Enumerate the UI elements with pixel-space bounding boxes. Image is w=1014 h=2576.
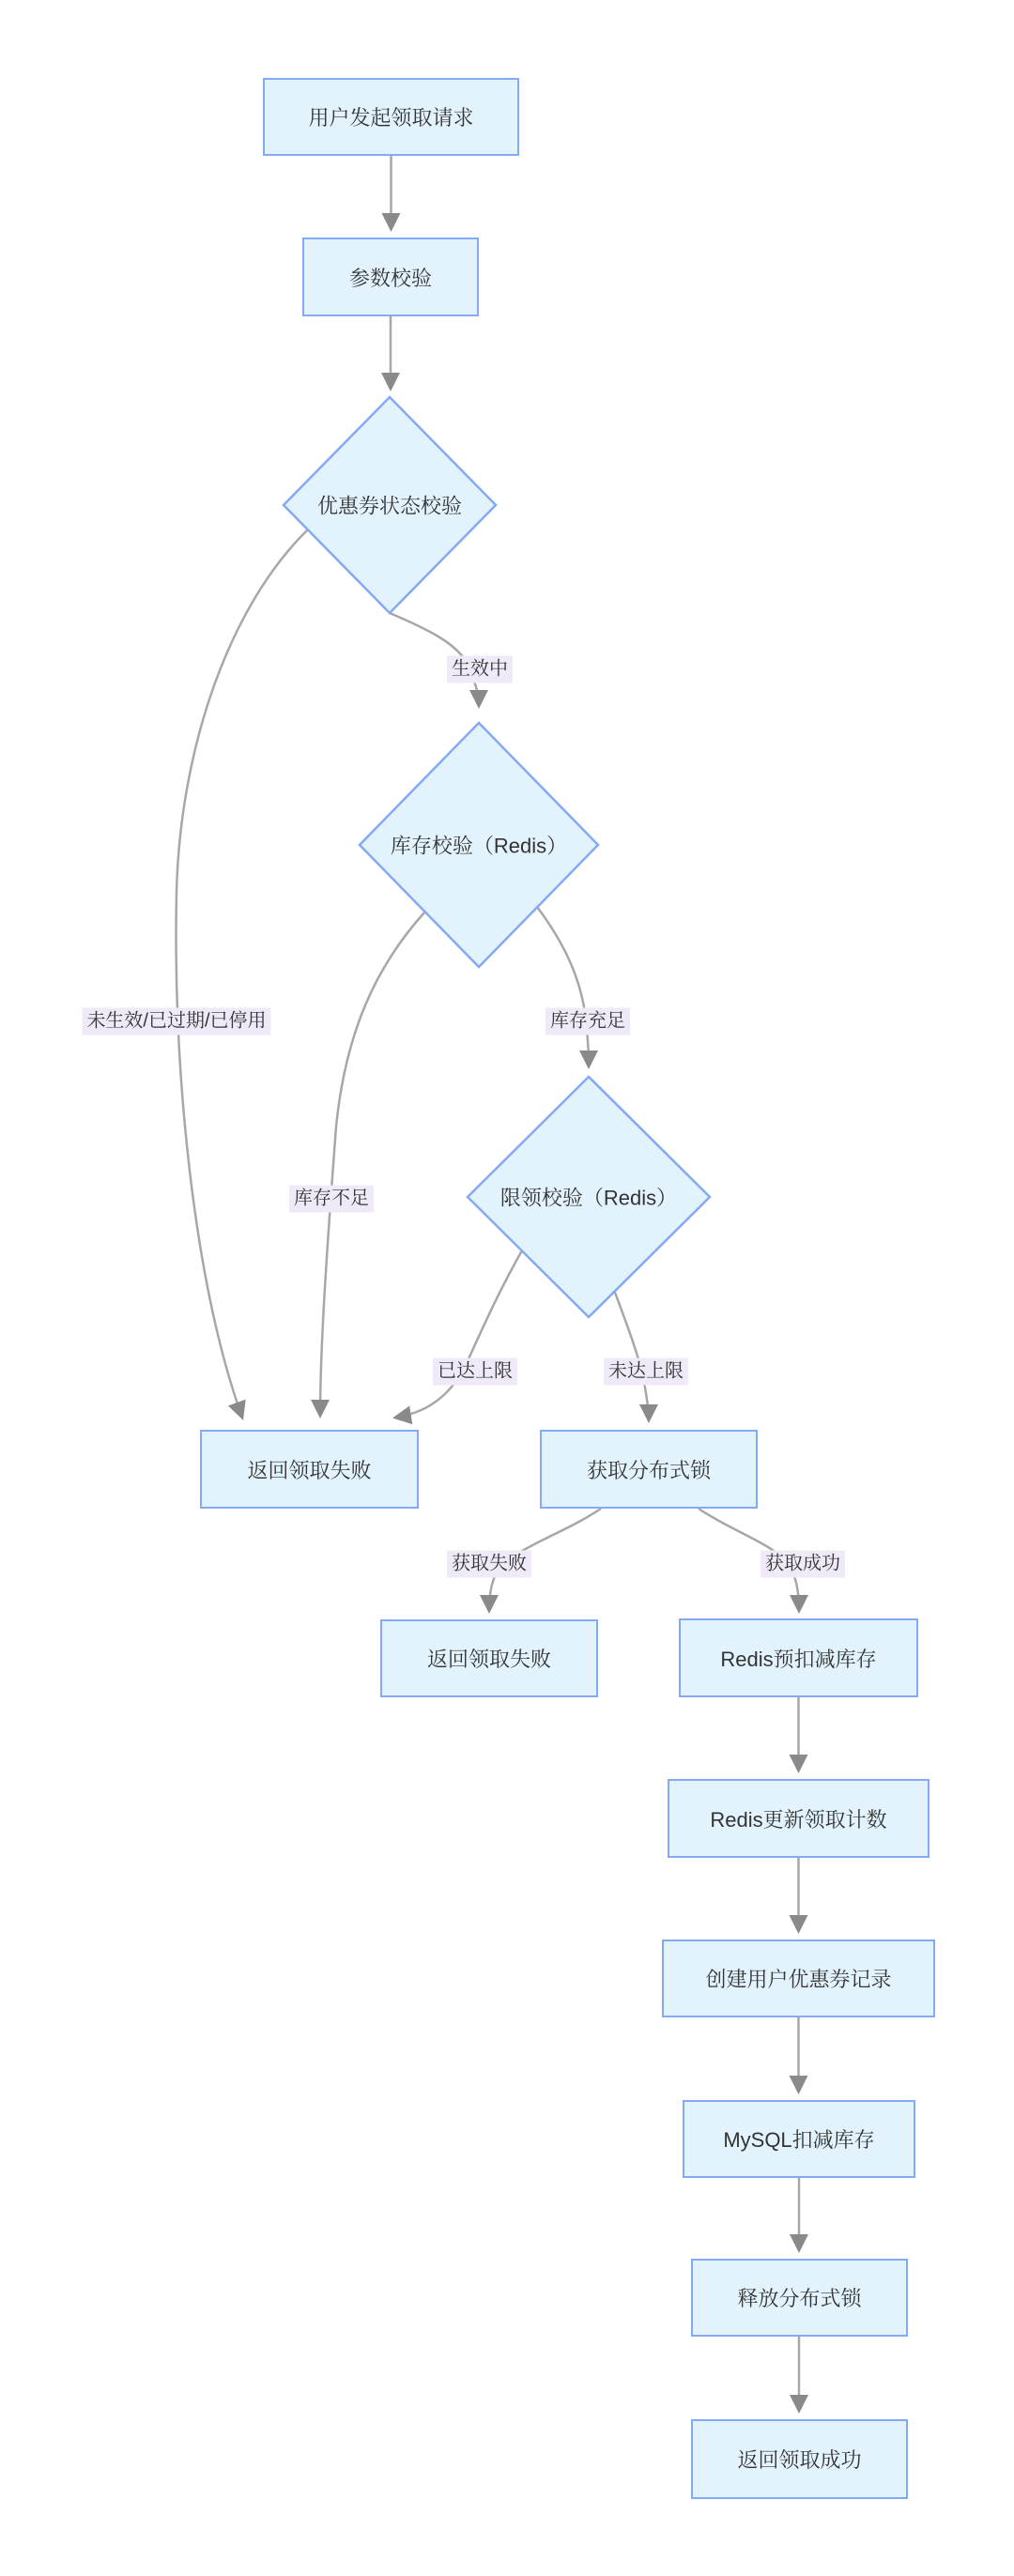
edge-label-lock-fail: 获取失败 (447, 1551, 531, 1578)
edge-label-active: 生效中 (447, 656, 513, 683)
edge-stock-to-fail1 (320, 912, 424, 1416)
edge-label-invalid: 未生效/已过期/已停用 (82, 1008, 270, 1035)
node-redis-count: Redis更新领取计数 (668, 1779, 930, 1858)
node-fail-2: 返回领取失败 (380, 1619, 598, 1697)
node-create-record: 创建用户优惠券记录 (662, 1940, 935, 2017)
edge-label-stock-insufficient: 库存不足 (289, 1186, 374, 1213)
node-mysql-deduct: MySQL扣减库存 (683, 2100, 915, 2178)
node-limit-check-label: 限领校验（Redis） (499, 1186, 678, 1210)
edge-label-limit-not-reached: 未达上限 (604, 1358, 688, 1386)
node-start: 用户发起领取请求 (263, 78, 519, 156)
edge-status-to-fail1 (177, 529, 308, 1418)
node-redis-deduct: Redis预扣减库存 (679, 1618, 918, 1697)
node-release-lock: 释放分布式锁 (691, 2259, 908, 2337)
edge-label-lock-success: 获取成功 (760, 1551, 845, 1578)
edge-label-stock-enough: 库存充足 (545, 1008, 630, 1035)
node-acquire-lock: 获取分布式锁 (540, 1430, 758, 1509)
node-stock-check-label: 库存校验（Redis） (390, 834, 568, 858)
node-success: 返回领取成功 (691, 2419, 908, 2499)
edge-label-limit-reached: 已达上限 (433, 1358, 517, 1386)
edge-limit-to-fail1 (395, 1250, 522, 1418)
edge-limit-to-lock (614, 1290, 649, 1420)
node-fail-1: 返回领取失败 (200, 1430, 419, 1509)
edge-stock-to-limit (528, 895, 589, 1066)
node-status-check-label: 优惠券状态校验 (316, 494, 463, 518)
node-param-check: 参数校验 (302, 238, 479, 316)
